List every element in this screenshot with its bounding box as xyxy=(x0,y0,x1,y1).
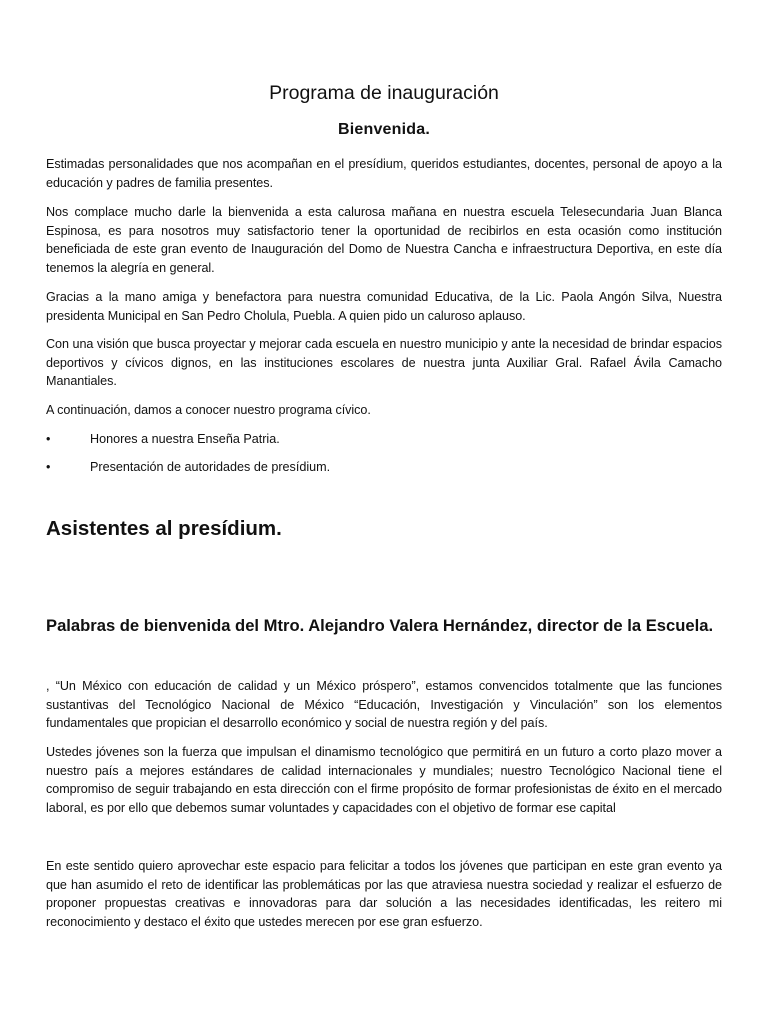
paragraph-greeting: Estimadas personalidades que nos acompañan en el presídium, queridos estudiantes, docentes, personal de apoyo a la educación y padres de familia presentes. xyxy=(46,157,722,190)
paragraph-director-3: En este sentido quiero aprovechar este espacio para felicitar a todos los jóvenes que participan en este gran evento ya que han asumido el reto de identificar las problemáticas por las que atraviesa nuestra sociedad y realizar el esfuerzo de proponer propuestas creativas e innovadoras para dar solución a las necesidades identificadas, les reitero mi reconocimiento y destaco el éxito que ustedes merecen por ese gran esfuerzo. xyxy=(46,859,722,929)
paragraph-welcome: Nos complace mucho darle la bienvenida a esta calurosa mañana en nuestra escuela Telesecundaria Juan Blanca Espinosa, es para nosotros muy satisfactorio tener la oportunidad de recibirlos en esta ocasión como institución beneficiada de este gran evento de Inauguración del Domo de Nuestra Cancha e infraestructura Deportiva, en este día tenemos la alegría en general. xyxy=(46,205,722,275)
paragraph-program-intro: A continuación, damos a conocer nuestro programa cívico. xyxy=(46,403,371,417)
section-heading-director: Palabras de bienvenida del Mtro. Alejandro Valera Hernández, director de la Escuela. xyxy=(46,616,714,635)
paragraph-director-2: Ustedes jóvenes son la fuerza que impulsan el dinamismo tecnológico que permitirá en un futuro a corto plazo mover a nuestro país a mejores estándares de calidad internacionales y mundiales; nuestro Tecnológico Nacional tiene el compromiso de seguir trabajando en esta dirección con el firme propósito de formar profesionistas de éxito en el mercado laboral, es por ello que debemos sumar voluntades y capacidades con el objetivo de formar ese capital xyxy=(46,745,722,815)
paragraph-thanks: Gracias a la mano amiga y benefactora para nuestra comunidad Educativa, de la Lic. Paola Angón Silva, Nuestra presidenta Municipal en San Pedro Cholula, Puebla. A quien pido un caluroso aplauso. xyxy=(46,290,722,323)
document-title: Programa de inauguración xyxy=(269,82,499,104)
bullet-icon: • xyxy=(46,460,51,474)
section-heading-presidium: Asistentes al presídium. xyxy=(46,517,282,540)
list-item-text: Honores a nuestra Enseña Patria. xyxy=(90,432,280,446)
welcome-heading: Bienvenida. xyxy=(337,121,430,138)
bullet-icon: • xyxy=(46,432,51,446)
list-item-text: Presentación de autoridades de presídium. xyxy=(90,460,331,474)
paragraph-vision: Con una visión que busca proyectar y mejorar cada escuela en nuestro municipio y ante la necesidad de brindar espacios deportivos y cívicos dignos, en las instituciones escolares de nuestra junta Auxiliar Gral. Rafael Ávila Camacho Manantiales. xyxy=(46,337,722,389)
paragraph-director-1: , “Un México con educación de calidad y un México próspero”, estamos convencidos totalmente que las funciones sustantivas del Tecnológico Nacional de México “Educación, Investigación y Vinculación” son los elementos fundamentales que propician el desarrollo económico y social de nuestra región y del país. xyxy=(46,679,722,731)
